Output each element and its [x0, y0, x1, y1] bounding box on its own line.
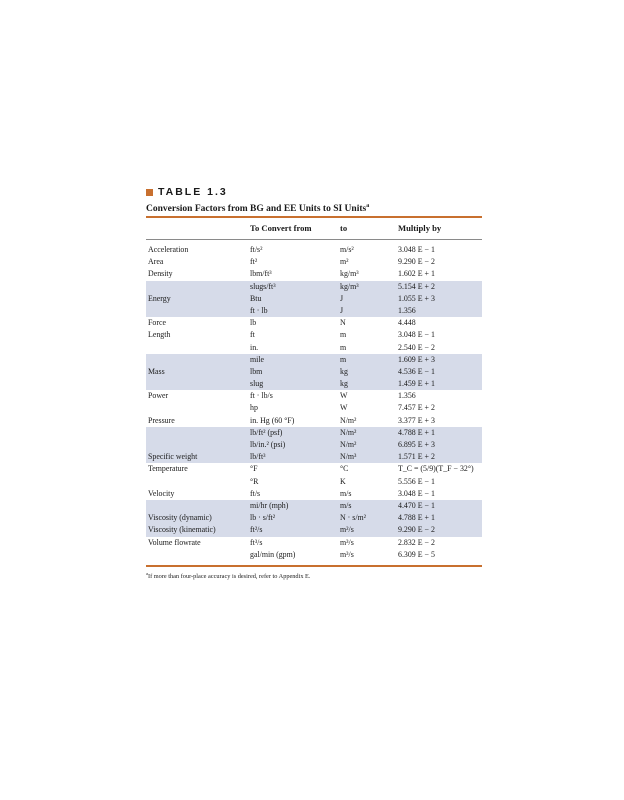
cell-convert-from: lbm: [250, 366, 263, 376]
cell-multiply-by: 1.055 E + 3: [398, 293, 435, 303]
cell-convert-from: ft²: [250, 257, 258, 267]
footnote-mark: a: [146, 570, 148, 576]
cell-convert-from: in.: [250, 342, 259, 352]
cell-quantity: Volume flowrate: [148, 537, 201, 547]
cell-convert-from: lb · s/ft²: [250, 513, 276, 523]
cell-to: W: [340, 391, 348, 401]
cell-quantity: Pressure: [148, 415, 175, 425]
table-row: [146, 451, 482, 463]
cell-to: kg/m³: [340, 281, 359, 291]
cell-convert-from: lbm/ft³: [250, 269, 272, 279]
cell-to: N · s/m²: [340, 513, 367, 523]
cell-convert-from: slugs/ft³: [250, 281, 276, 291]
cell-convert-from: lb/in.² (psi): [250, 440, 286, 449]
cell-multiply-by: 4.536 E − 1: [398, 366, 435, 376]
cell-convert-from: lb/ft³: [250, 452, 266, 462]
cell-to: W: [340, 403, 348, 413]
cell-multiply-by: 4.788 E + 1: [398, 513, 435, 523]
cell-multiply-by: 3.048 E − 1: [398, 245, 435, 254]
table-row: [146, 256, 482, 268]
cell-convert-from: °R: [250, 476, 259, 486]
table-row: [146, 537, 482, 549]
cell-convert-from: in. Hg (60 °F): [250, 415, 295, 425]
cell-multiply-by: 5.556 E − 1: [398, 476, 435, 486]
cell-convert-from: ft: [250, 330, 255, 340]
header-row: [146, 218, 482, 239]
cell-to: N/m²: [340, 415, 357, 425]
table-row: [146, 415, 482, 427]
cell-quantity: Mass: [148, 366, 165, 376]
table-row: [146, 244, 482, 256]
cell-to: °C: [340, 464, 349, 474]
cell-to: N/m³: [340, 452, 357, 462]
cell-convert-from: slug: [250, 379, 264, 389]
footnote-text: If more than four-place accuracy is desired, refer to Appendix E.: [148, 572, 311, 580]
cell-quantity: Viscosity (dynamic): [148, 513, 212, 523]
cell-multiply-by: 6.309 E − 5: [398, 549, 435, 559]
cell-convert-from: ft · lb: [250, 305, 268, 315]
cell-convert-from: hp: [250, 403, 258, 413]
table-body: [146, 244, 482, 561]
cell-convert-from: gal/min (gpm): [250, 549, 296, 559]
cell-multiply-by: 1.602 E + 1: [398, 269, 435, 279]
cell-to: m: [340, 330, 347, 340]
cell-multiply-by: 4.470 E − 1: [398, 500, 435, 510]
cell-convert-from: mile: [250, 354, 265, 364]
cell-multiply-by: 2.540 E − 2: [398, 342, 435, 352]
cell-convert-from: ft³/s: [250, 537, 263, 547]
table-title: [146, 200, 482, 213]
cell-to: m²: [340, 257, 349, 267]
table-row: [146, 378, 482, 390]
square-bullet-icon: [146, 189, 153, 196]
cell-to: m: [340, 354, 347, 364]
table-row: [146, 354, 482, 366]
table-row: [146, 500, 482, 512]
table-row: [146, 268, 482, 280]
cell-convert-from: lb: [250, 318, 257, 328]
cell-convert-from: ft²/s: [250, 525, 263, 535]
table-row: [146, 524, 482, 536]
table-row: [146, 390, 482, 402]
cell-to: N/m²: [340, 427, 357, 437]
cell-to: N/m²: [340, 440, 357, 449]
header-to: to: [340, 223, 348, 233]
cell-multiply-by: 2.832 E − 2: [398, 537, 435, 547]
cell-convert-from: ft · lb/s: [250, 391, 273, 401]
cell-multiply-by: 4.788 E + 1: [398, 427, 435, 437]
table-row: [146, 305, 482, 317]
table-row: [146, 317, 482, 329]
cell-quantity: Velocity: [148, 488, 175, 498]
table-row: [146, 463, 482, 475]
cell-multiply-by: 1.459 E + 1: [398, 379, 435, 389]
cell-to: K: [340, 476, 346, 486]
table-row: [146, 512, 482, 524]
cell-quantity: Specific weight: [148, 452, 198, 462]
cell-quantity: Power: [148, 391, 169, 401]
table-row: [146, 402, 482, 414]
cell-quantity: Force: [148, 318, 166, 328]
cell-convert-from: ft/s²: [250, 245, 263, 254]
cell-to: J: [340, 293, 344, 303]
cell-to: kg: [340, 379, 348, 389]
table-row: [146, 439, 482, 451]
cell-to: kg: [340, 366, 348, 376]
table-row: [146, 281, 482, 293]
cell-multiply-by: 6.895 E + 3: [398, 440, 435, 449]
cell-convert-from: ft/s: [250, 488, 261, 498]
cell-to: m²/s: [340, 525, 354, 535]
table-row: [146, 488, 482, 500]
cell-to: m³/s: [340, 549, 354, 559]
cell-multiply-by: 1.571 E + 2: [398, 452, 435, 462]
cell-multiply-by: 1.356: [398, 305, 416, 315]
cell-convert-from: lb/ft² (psf): [250, 427, 283, 437]
cell-to: m/s²: [340, 245, 354, 254]
cell-to: m: [340, 342, 347, 352]
cell-to: m/s: [340, 500, 352, 510]
table-row: [146, 293, 482, 305]
table-row: [146, 476, 482, 488]
table-row: [146, 329, 482, 341]
cell-multiply-by: 9.290 E − 2: [398, 525, 435, 535]
cell-quantity: Viscosity (kinematic): [148, 525, 216, 535]
cell-convert-from: Btu: [250, 293, 262, 303]
table-footnote: [146, 571, 482, 580]
cell-to: N: [340, 318, 346, 328]
cell-multiply-by: 1.609 E + 3: [398, 354, 435, 364]
cell-multiply-by: 3.377 E + 3: [398, 415, 435, 425]
cell-multiply-by: 3.048 E − 1: [398, 488, 435, 498]
table-title-text: Conversion Factors from BG and EE Units to SI Units: [146, 204, 367, 215]
cell-quantity: Energy: [148, 293, 171, 303]
cell-quantity: Acceleration: [148, 245, 189, 254]
table-row: [146, 427, 482, 439]
cell-quantity: Area: [148, 257, 164, 267]
cell-quantity: Length: [148, 330, 171, 340]
cell-convert-from: mi/hr (mph): [250, 500, 289, 510]
table-label: TABLE 1.3: [158, 186, 228, 198]
cell-multiply-by: 5.154 E + 2: [398, 281, 435, 291]
header-multiply-by: Multiply by: [398, 223, 442, 233]
cell-multiply-by: T_C = (5/9)(T_F − 32°): [398, 464, 474, 474]
cell-multiply-by: 9.290 E − 2: [398, 257, 435, 267]
table-row: [146, 366, 482, 378]
table-row: [146, 549, 482, 561]
cell-to: m³/s: [340, 537, 354, 547]
cell-to: J: [340, 305, 344, 315]
cell-multiply-by: 1.356: [398, 391, 416, 401]
bottom-rule: [146, 565, 482, 567]
title-footnote-mark: a: [366, 203, 370, 209]
cell-to: kg/m³: [340, 269, 359, 279]
cell-multiply-by: 4.448: [398, 318, 416, 328]
table-row: [146, 342, 482, 354]
cell-quantity: Density: [148, 269, 173, 279]
cell-convert-from: °F: [250, 464, 258, 474]
cell-multiply-by: 7.457 E + 2: [398, 403, 435, 413]
conversion-table: [146, 186, 482, 580]
cell-quantity: Temperature: [148, 464, 188, 474]
header-convert-from: To Convert from: [250, 223, 312, 233]
table-caption: [146, 186, 482, 198]
cell-multiply-by: 3.048 E − 1: [398, 330, 435, 340]
cell-to: m/s: [340, 488, 352, 498]
